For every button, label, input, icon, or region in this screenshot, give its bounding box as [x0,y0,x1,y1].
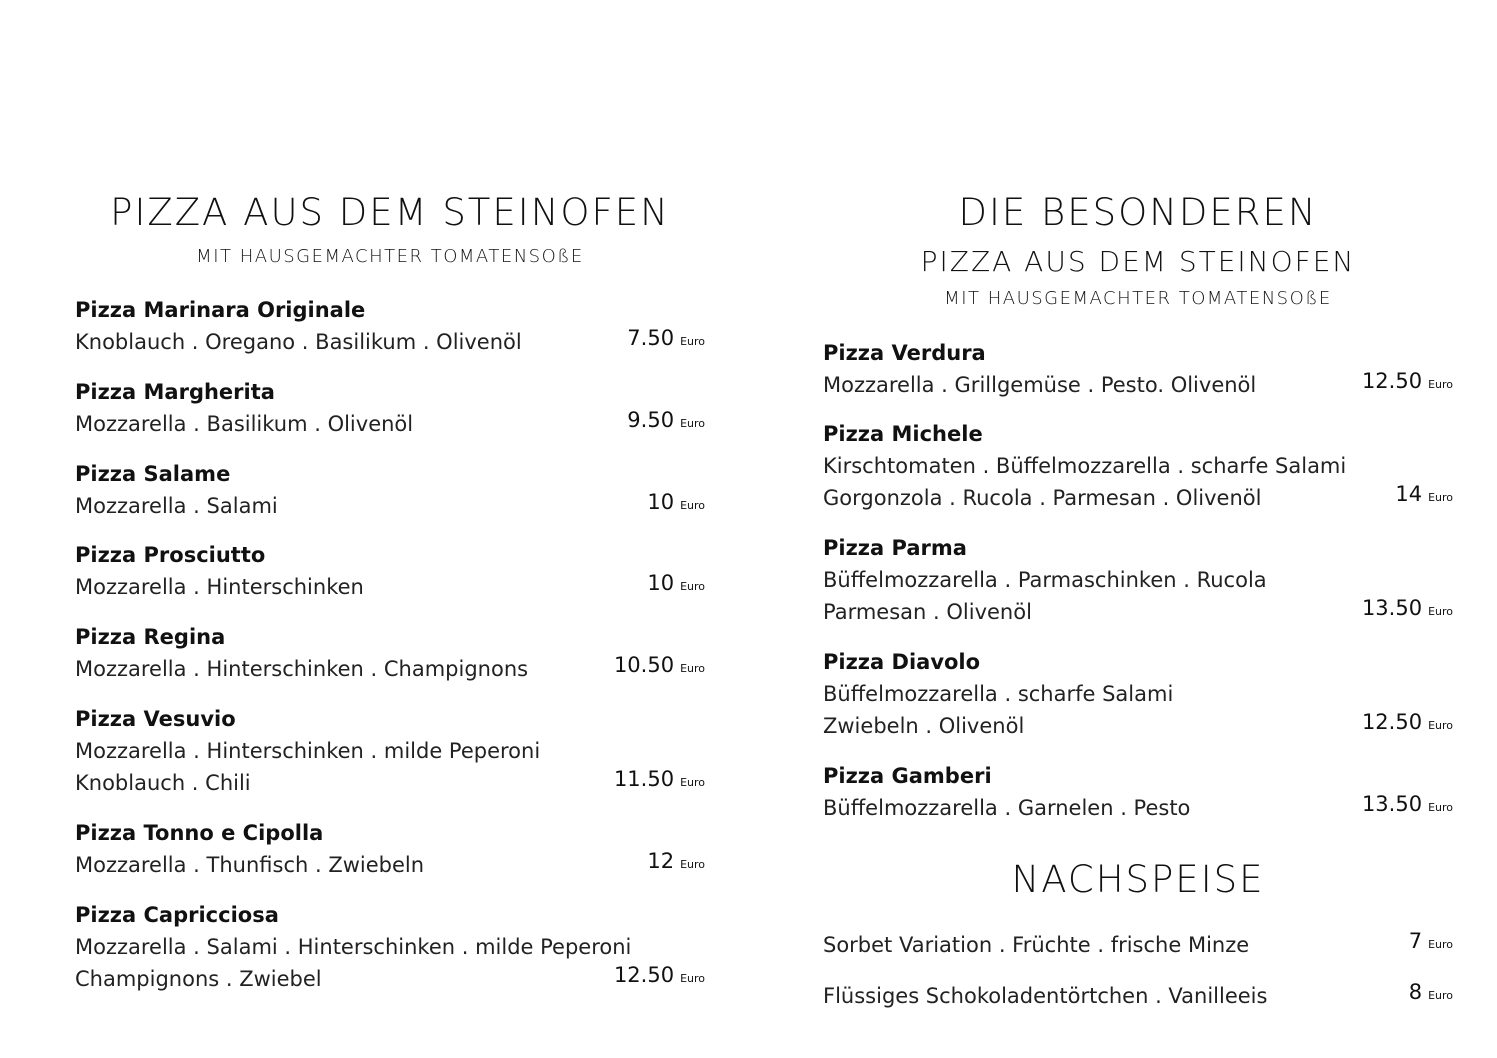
item-price [647,486,705,522]
menu-item [823,418,1453,514]
price-value: 10.50 [613,653,675,677]
price-value: 10 [647,490,675,514]
price-unit: Euro [680,580,705,593]
item-name: Pizza Margherita [75,380,275,404]
price-unit: Euro [680,776,705,789]
price-unit: Euro [1428,605,1453,618]
left-section-subtitle: MIT HAUSGEMACHTER TOMATENSOßE [196,246,584,267]
item-price [1362,788,1453,824]
item-price [1409,925,1453,961]
price-unit: Euro [680,417,705,430]
price-value: 12.50 [1361,710,1423,734]
item-ingredients: Mozzarella . Salami . Hinterschinken . milde Peperoni [75,935,632,959]
price-value: 12.50 [613,963,675,987]
price-value: 13.50 [1361,792,1423,816]
right-section-title: DIE BESONDEREN [958,191,1318,234]
dessert-item [823,980,1453,1012]
price-unit: Euro [680,972,705,985]
menu-item [75,899,705,995]
item-ingredients: Mozzarella . Grillgemüse . Pesto. Olivenöl [823,373,1257,397]
menu-item [75,817,705,881]
dessert-item [823,929,1453,961]
price-unit: Euro [1428,938,1453,951]
item-ingredients: Mozzarella . Hinterschinken . milde Peperoni [75,739,541,763]
price-value: 12 [647,849,675,873]
menu-item [75,703,705,799]
item-ingredients: Zwiebeln . Olivenöl [823,714,1025,738]
menu-item [75,458,705,522]
price-value: 7.50 [627,326,675,350]
item-name: Pizza Regina [75,625,226,649]
left-section-title: PIZZA AUS DEM STEINOFEN [110,191,670,234]
menu-item [75,376,705,440]
item-ingredients: Parmesan . Olivenöl [823,600,1032,624]
right-section-subtitle: MIT HAUSGEMACHTER TOMATENSOßE [944,288,1332,309]
item-name: Pizza Tonno e Cipolla [75,821,324,845]
price-value: 14 [1395,482,1423,506]
price-unit: Euro [680,858,705,871]
item-ingredients: Mozzarella . Salami [75,494,278,518]
right-section-title-secondary: PIZZA AUS DEM STEINOFEN [920,245,1356,278]
price-value: 11.50 [613,767,675,791]
item-name: Pizza Parma [823,536,967,560]
menu-item [823,760,1453,824]
price-value: 12.50 [1361,369,1423,393]
item-name: Pizza Verdura [823,341,986,365]
menu-item [823,337,1453,401]
menu-item [75,294,705,358]
menu-item [75,621,705,685]
item-ingredients: Knoblauch . Chili [75,771,251,795]
price-unit: Euro [680,499,705,512]
price-unit: Euro [1428,378,1453,391]
item-price [647,845,705,881]
item-price [627,322,705,358]
item-price [1362,706,1453,742]
item-price [614,649,705,685]
dessert-description: Sorbet Variation . Früchte . frische Minze [823,933,1250,957]
price-value: 13.50 [1361,596,1423,620]
item-price [1395,478,1453,514]
price-unit: Euro [1428,989,1453,1002]
price-unit: Euro [1428,801,1453,814]
item-price [1362,365,1453,401]
item-ingredients: Gorgonzola . Rucola . Parmesan . Olivenöl [823,486,1262,510]
item-name: Pizza Diavolo [823,650,981,674]
item-ingredients: Büffelmozzarella . Garnelen . Pesto [823,796,1191,820]
price-value: 8 [1408,980,1423,1004]
price-value: 10 [647,571,675,595]
item-ingredients: Mozzarella . Hinterschinken . Champignons [75,657,529,681]
item-name: Pizza Prosciutto [75,543,266,567]
item-ingredients: Kirschtomaten . Büffelmozzarella . scharfe Salami [823,454,1347,478]
item-name: Pizza Michele [823,422,983,446]
price-value: 9.50 [627,408,675,432]
item-price [647,567,705,603]
item-ingredients: Mozzarella . Thunfisch . Zwiebeln [75,853,425,877]
item-name: Pizza Vesuvio [75,707,236,731]
menu-item [823,532,1453,628]
price-unit: Euro [1428,719,1453,732]
menu-item [75,539,705,603]
menu-item [823,646,1453,742]
price-value: 7 [1408,929,1423,953]
item-ingredients: Mozzarella . Hinterschinken [75,575,364,599]
item-name: Pizza Salame [75,462,231,486]
item-price [627,404,705,440]
item-price [614,763,705,799]
item-price [1362,592,1453,628]
item-ingredients: Büffelmozzarella . Parmaschinken . Rucola [823,568,1267,592]
item-name: Pizza Gamberi [823,764,992,788]
price-unit: Euro [1428,491,1453,504]
item-ingredients: Büffelmozzarella . scharfe Salami [823,682,1174,706]
item-ingredients: Mozzarella . Basilikum . Olivenöl [75,412,414,436]
price-unit: Euro [680,662,705,675]
item-ingredients: Champignons . Zwiebel [75,967,322,991]
price-unit: Euro [680,335,705,348]
item-name: Pizza Capricciosa [75,903,279,927]
item-name: Pizza Marinara Originale [75,298,366,322]
item-price [1409,976,1453,1012]
dessert-section-title: NACHSPEISE [1011,858,1265,901]
item-price [614,959,705,995]
item-ingredients: Knoblauch . Oregano . Basilikum . Olivenöl [75,330,522,354]
dessert-description: Flüssiges Schokoladentörtchen . Vanilleeis [823,984,1268,1008]
